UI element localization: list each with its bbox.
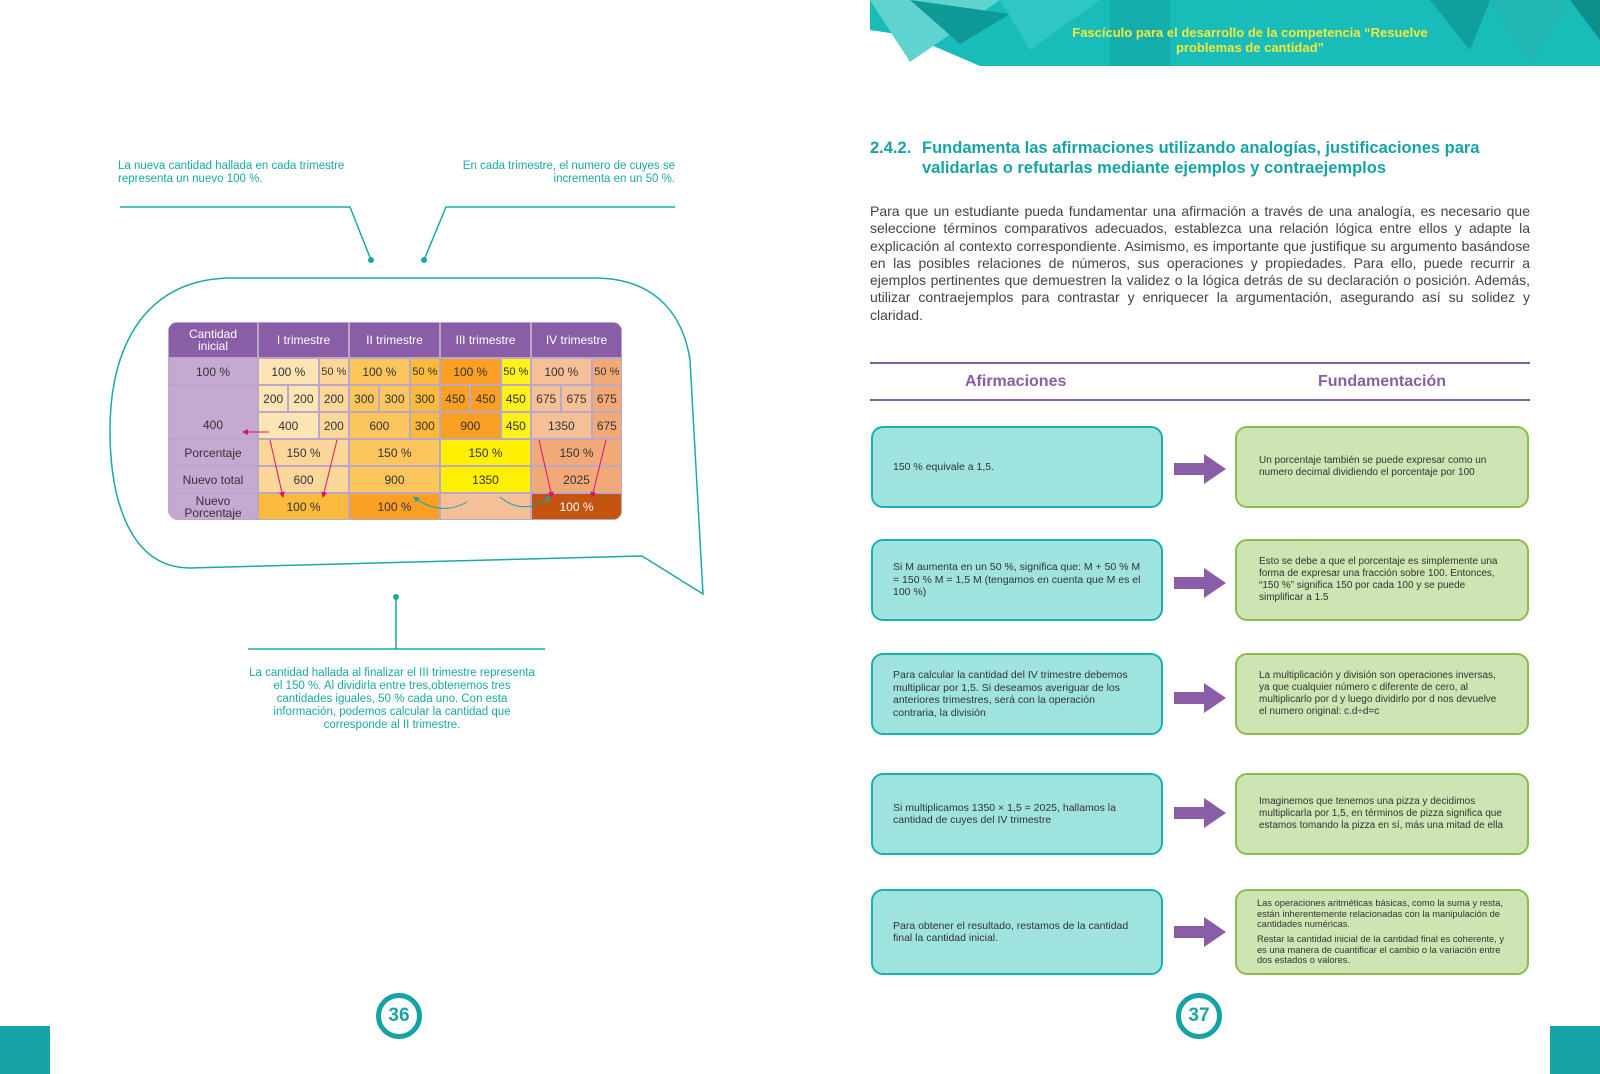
header-q1: I trimestre: [258, 322, 349, 358]
right-arrow-icon: [1174, 917, 1226, 947]
cell-nuevo-total-q3: 1350: [440, 466, 531, 493]
cell-sum: 1350: [531, 412, 592, 439]
cell-part: 200: [288, 385, 318, 412]
row-label-100pct: 100 %: [168, 358, 258, 385]
cell-part: 675: [561, 385, 591, 412]
basis-text: Las operaciones aritméticas básicas, como la suma y resta, están inherentemente relacionadas con la manipulación de cantidades numéricas.: [1257, 898, 1503, 930]
basis-text: Imaginemos que tenemos una pizza y decidimos multiplicarla por 1,5, en términos de pizza significa que estamos tomando la pizza en sí, más una mitad de ella: [1259, 796, 1504, 831]
cell-q3-50: 50 %: [501, 358, 531, 385]
claim-text: Si M aumenta en un 50 %, significa que: M + 50 % M = 150 % M = 1,5 M (tengamos en cuenta que M es el 100 %): [893, 561, 1141, 599]
cell-sum: 450: [501, 412, 531, 439]
cell-part: 300: [349, 385, 379, 412]
basis-text: Esto se debe a que el porcentaje es simplemente una forma de expresar una fracción sobre 100. Entonces, “150 %” significa 150 por cada 100 y se puede simplificar a 1.5: [1259, 556, 1498, 603]
initial-amount: 400: [202, 418, 224, 432]
cell-q2-50: 50 %: [410, 358, 440, 385]
cell-q4-50: 50 %: [592, 358, 622, 385]
cell-part: 200: [258, 385, 288, 412]
header-initial: Cantidad inicial: [168, 322, 258, 358]
claim-box: [871, 426, 1163, 508]
table-rule-top: [870, 362, 1530, 364]
cell-part: 200: [319, 385, 349, 412]
cell-part: 675: [592, 385, 622, 412]
header-title: [1040, 25, 1460, 55]
cell-sum: 200: [319, 412, 349, 439]
cell-q4-100: 100 %: [531, 358, 592, 385]
cell-part: 450: [470, 385, 500, 412]
cell-nuevo-total-q4: 2025: [531, 466, 622, 493]
cell-nuevo-pct-q1: 100 %: [258, 493, 349, 520]
cell-part: 675: [531, 385, 561, 412]
cell-part: 300: [410, 385, 440, 412]
row-label-nuevo-porcentaje: Nuevo Porcentaje: [168, 493, 258, 520]
row-label-porcentaje: Porcentaje: [168, 439, 258, 466]
right-arrow-icon: [1174, 568, 1226, 598]
right-arrow-icon: [1174, 683, 1226, 713]
cell-nuevo-pct-q4: 100 %: [531, 493, 622, 520]
cell-nuevo-total-q2: 900: [349, 466, 440, 493]
section-title: Fundamenta las afirmaciones utilizando analogías, justificaciones para validarlas o refutarlas mediante ejemplos y contraejemplos: [922, 139, 1480, 177]
basis-text-2: Restar la cantidad inicial de la cantidad final es coherente, y es una manera de cuantificar el cambio o la variación entre dos estados o valores.: [1257, 934, 1505, 966]
basis-text: La multiplicación y división son operaciones inversas, ya que cualquier número c diferente de cero, al multiplicarlo por d y luego dividirlo por d nos devuelve el numero original: c.d÷d=c: [1259, 670, 1497, 717]
table-annotation-arrows: [0, 0, 800, 760]
note-top-right: En cada trimestre, el numero de cuyes se incrementa en un 50 %.: [462, 160, 675, 185]
right-arrow-icon: [1174, 798, 1226, 828]
cell-part: 450: [501, 385, 531, 412]
basis-box: [1235, 653, 1529, 735]
corner-block-right: [1550, 1026, 1600, 1074]
claim-text: 150 % equivale a 1,5.: [893, 460, 994, 473]
cell-sum: 400: [258, 412, 319, 439]
cell-q3-100: 100 %: [440, 358, 501, 385]
cell-sum: 900: [440, 412, 501, 439]
claim-box: [871, 773, 1163, 855]
cell-part: 450: [440, 385, 470, 412]
claim-box: [871, 889, 1163, 975]
page-number-36: 36: [388, 1005, 410, 1026]
cell-porcentaje-q4: 150 %: [531, 439, 622, 466]
header-title-line1: Fascículo para el desarrollo de la competencia “Resuelve: [1072, 25, 1428, 40]
header-title-line2: problemas de cantidad”: [1175, 40, 1325, 55]
cell-q2-100: 100 %: [349, 358, 410, 385]
cell-nuevo-pct-q2: 100 %: [349, 493, 440, 520]
cell-porcentaje-q2: 150 %: [349, 439, 440, 466]
page-number-right: [1176, 993, 1222, 1039]
right-arrow-icon: [1174, 454, 1226, 484]
claim-text: Para obtener el resultado, restamos de la cantidad final la cantidad inicial.: [893, 919, 1129, 944]
cell-q1-50: 50 %: [319, 358, 349, 385]
cell-porcentaje-q3: 150 %: [440, 439, 531, 466]
cell-sum: 300: [410, 412, 440, 439]
cell-porcentaje-q1: 150 %: [258, 439, 349, 466]
basis-box: [1235, 889, 1529, 975]
page-number-37: 37: [1188, 1005, 1210, 1026]
row-label-nuevo-total: Nuevo total: [168, 466, 258, 493]
basis-box: [1235, 773, 1529, 855]
claim-text: Si multiplicamos 1350 × 1,5 = 2025, hallamos la cantidad de cuyes del IV trimestre: [893, 801, 1116, 826]
header-q2: II trimestre: [349, 322, 440, 358]
claim-box: [871, 539, 1163, 621]
cell-sum: 600: [349, 412, 410, 439]
cell-nuevo-total-q1: 600: [258, 466, 349, 493]
column-header-fundamentacion: Fundamentación: [1318, 373, 1447, 390]
intro-paragraph: Para que un estudiante pueda fundamentar una afirmación a través de una analogía, es necesario que seleccione términos comparativos adecuados, establezca una relación lógica entre ellos y adapte la explicación al contexto correspondiente. Asimismo, es importante que justifique su argumento basándose en las posibles relaciones de números, sus operaciones y propiedades. Para ello, puede recurrir a ejemplos pertinentes que demuestren la validez o la lógica detrás de su declaración o posición. Además, utilizar contraejemplos para contrastar y enriquecer la argumentación, asegurando así su solidez y claridad.: [870, 203, 1530, 323]
claim-text: Para calcular la cantidad del IV trimestre debemos multiplicar por 1,5. Si deseamos averiguar de los anteriores trimestres, será con la operación contraria, la división: [893, 669, 1128, 719]
basis-box: [1235, 539, 1529, 621]
cell-sum: 675: [592, 412, 622, 439]
section-number: 2.4.2.: [870, 139, 912, 157]
note-top-left: La nueva cantidad hallada en cada trimestre representa un nuevo 100 %.: [118, 160, 345, 185]
note-bottom: La cantidad hallada al finalizar el III trimestre representa el 150 %. Al dividirla entre tres,obtenemos tres cantidades iguales, 50 % cada uno. Con esta información, podemos calcular la cantidad que corresponde al II trimestre.: [249, 667, 535, 731]
column-header-afirmaciones: Afirmaciones: [965, 373, 1067, 390]
page-number-left: [376, 993, 422, 1039]
basis-box: [1235, 426, 1529, 508]
basis-text: Un porcentaje también se puede expresar como un numero decimal dividiendo el porcentaje por 100: [1259, 455, 1487, 478]
corner-block-left: [0, 1026, 50, 1074]
cell-q1-100: 100 %: [258, 358, 319, 385]
table-rule-bottom: [870, 399, 1530, 401]
header-q4: IV trimestre: [531, 322, 622, 358]
claim-box: [871, 653, 1163, 735]
header-q3: III trimestre: [440, 322, 531, 358]
cell-part: 300: [379, 385, 409, 412]
